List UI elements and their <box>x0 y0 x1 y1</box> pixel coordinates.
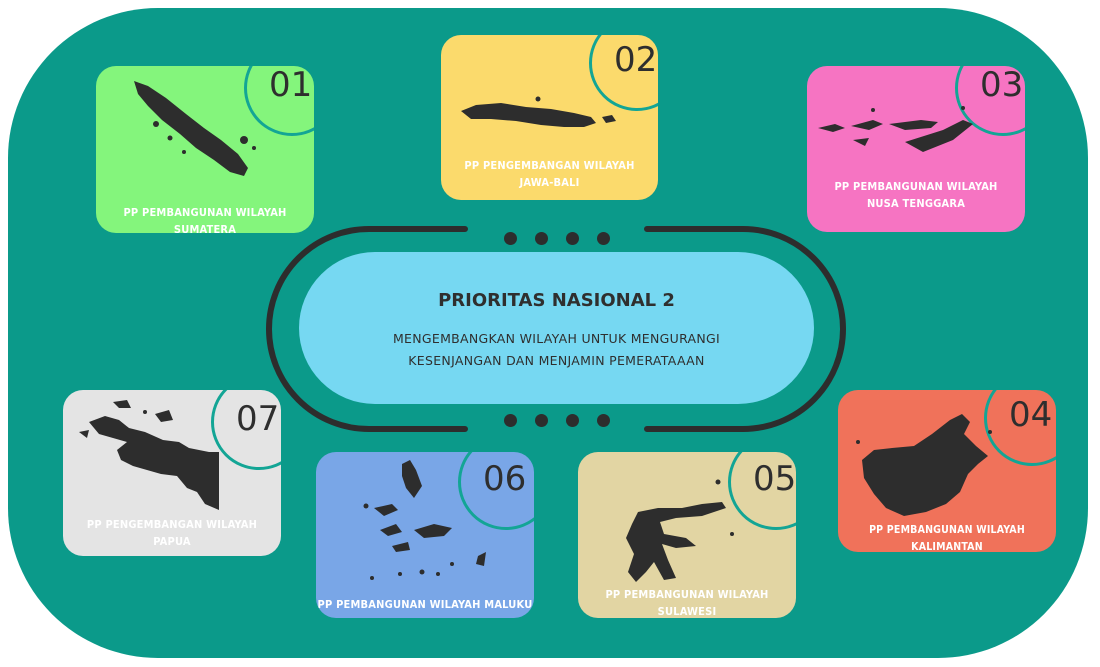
card-sumatera <box>96 66 314 233</box>
center-subtitle-line1: MENGEMBANGKAN WILAYAH UNTUK MENGURANGI <box>392 331 721 346</box>
dot <box>504 414 517 427</box>
card-label-line2: JAWA-BALI <box>519 176 580 189</box>
card-label <box>441 157 658 191</box>
dot <box>566 414 579 427</box>
card-maluku <box>316 452 534 618</box>
nusa-tenggara-map-icon <box>813 102 1003 172</box>
sulawesi-map-icon <box>598 472 748 592</box>
dot <box>535 414 548 427</box>
dot <box>535 232 548 245</box>
center-subtitle <box>299 328 814 372</box>
center-subtitle-line2: KESENJANGAN DAN MENJAMIN PEMERATAAAN <box>408 353 705 368</box>
center-title: PRIORITAS NASIONAL 2 <box>438 290 675 311</box>
card-label-line1: PP PEMBANGUNAN WILAYAH <box>834 180 998 193</box>
card-label-line1: PP PENGEMBANGAN WILAYAH <box>464 159 635 172</box>
dot <box>504 232 517 245</box>
card-label: PP PEMBANGUNAN WILAYAH KALIMANTAN <box>869 524 1025 552</box>
maluku-map-icon <box>352 458 502 588</box>
card-label <box>807 178 1025 212</box>
card-papua <box>63 390 281 556</box>
card-number: 06 <box>458 452 534 530</box>
card-jawa-bali <box>441 35 658 200</box>
card-label <box>63 516 281 550</box>
card-number: 07 <box>211 390 281 470</box>
card-label: PP PEMBANGUNAN WILAYAH SUMATERA <box>123 206 287 233</box>
dots-bottom <box>504 414 610 427</box>
card-label: PP PEMBANGUNAN WILAYAH SULAWESI <box>605 588 769 618</box>
card-number: 03 <box>955 66 1025 136</box>
kalimantan-map-icon <box>852 412 1002 522</box>
card-label-line1: PP PENGEMBANGAN WILAYAH <box>86 518 258 531</box>
dot <box>566 232 579 245</box>
card-number: 05 <box>728 452 796 530</box>
card-nusa-tenggara <box>807 66 1025 232</box>
dot <box>597 414 610 427</box>
dots-top <box>504 232 610 245</box>
card-number: 01 <box>244 66 314 136</box>
card-number: 04 <box>984 390 1056 466</box>
card-label: PP PEMBANGUNAN WILAYAH MALUKU <box>317 598 533 611</box>
card-kalimantan <box>838 390 1056 552</box>
papua-map-icon <box>69 392 239 512</box>
center-pill <box>299 252 814 404</box>
card-label-line2: PAPUA <box>153 535 191 548</box>
sumatera-map-icon <box>126 76 276 186</box>
card-sulawesi <box>578 452 796 618</box>
card-number: 02 <box>589 35 658 111</box>
dot <box>597 232 610 245</box>
jawa-bali-map-icon <box>456 91 626 141</box>
card-label-line2: NUSA TENGGARA <box>866 197 966 210</box>
